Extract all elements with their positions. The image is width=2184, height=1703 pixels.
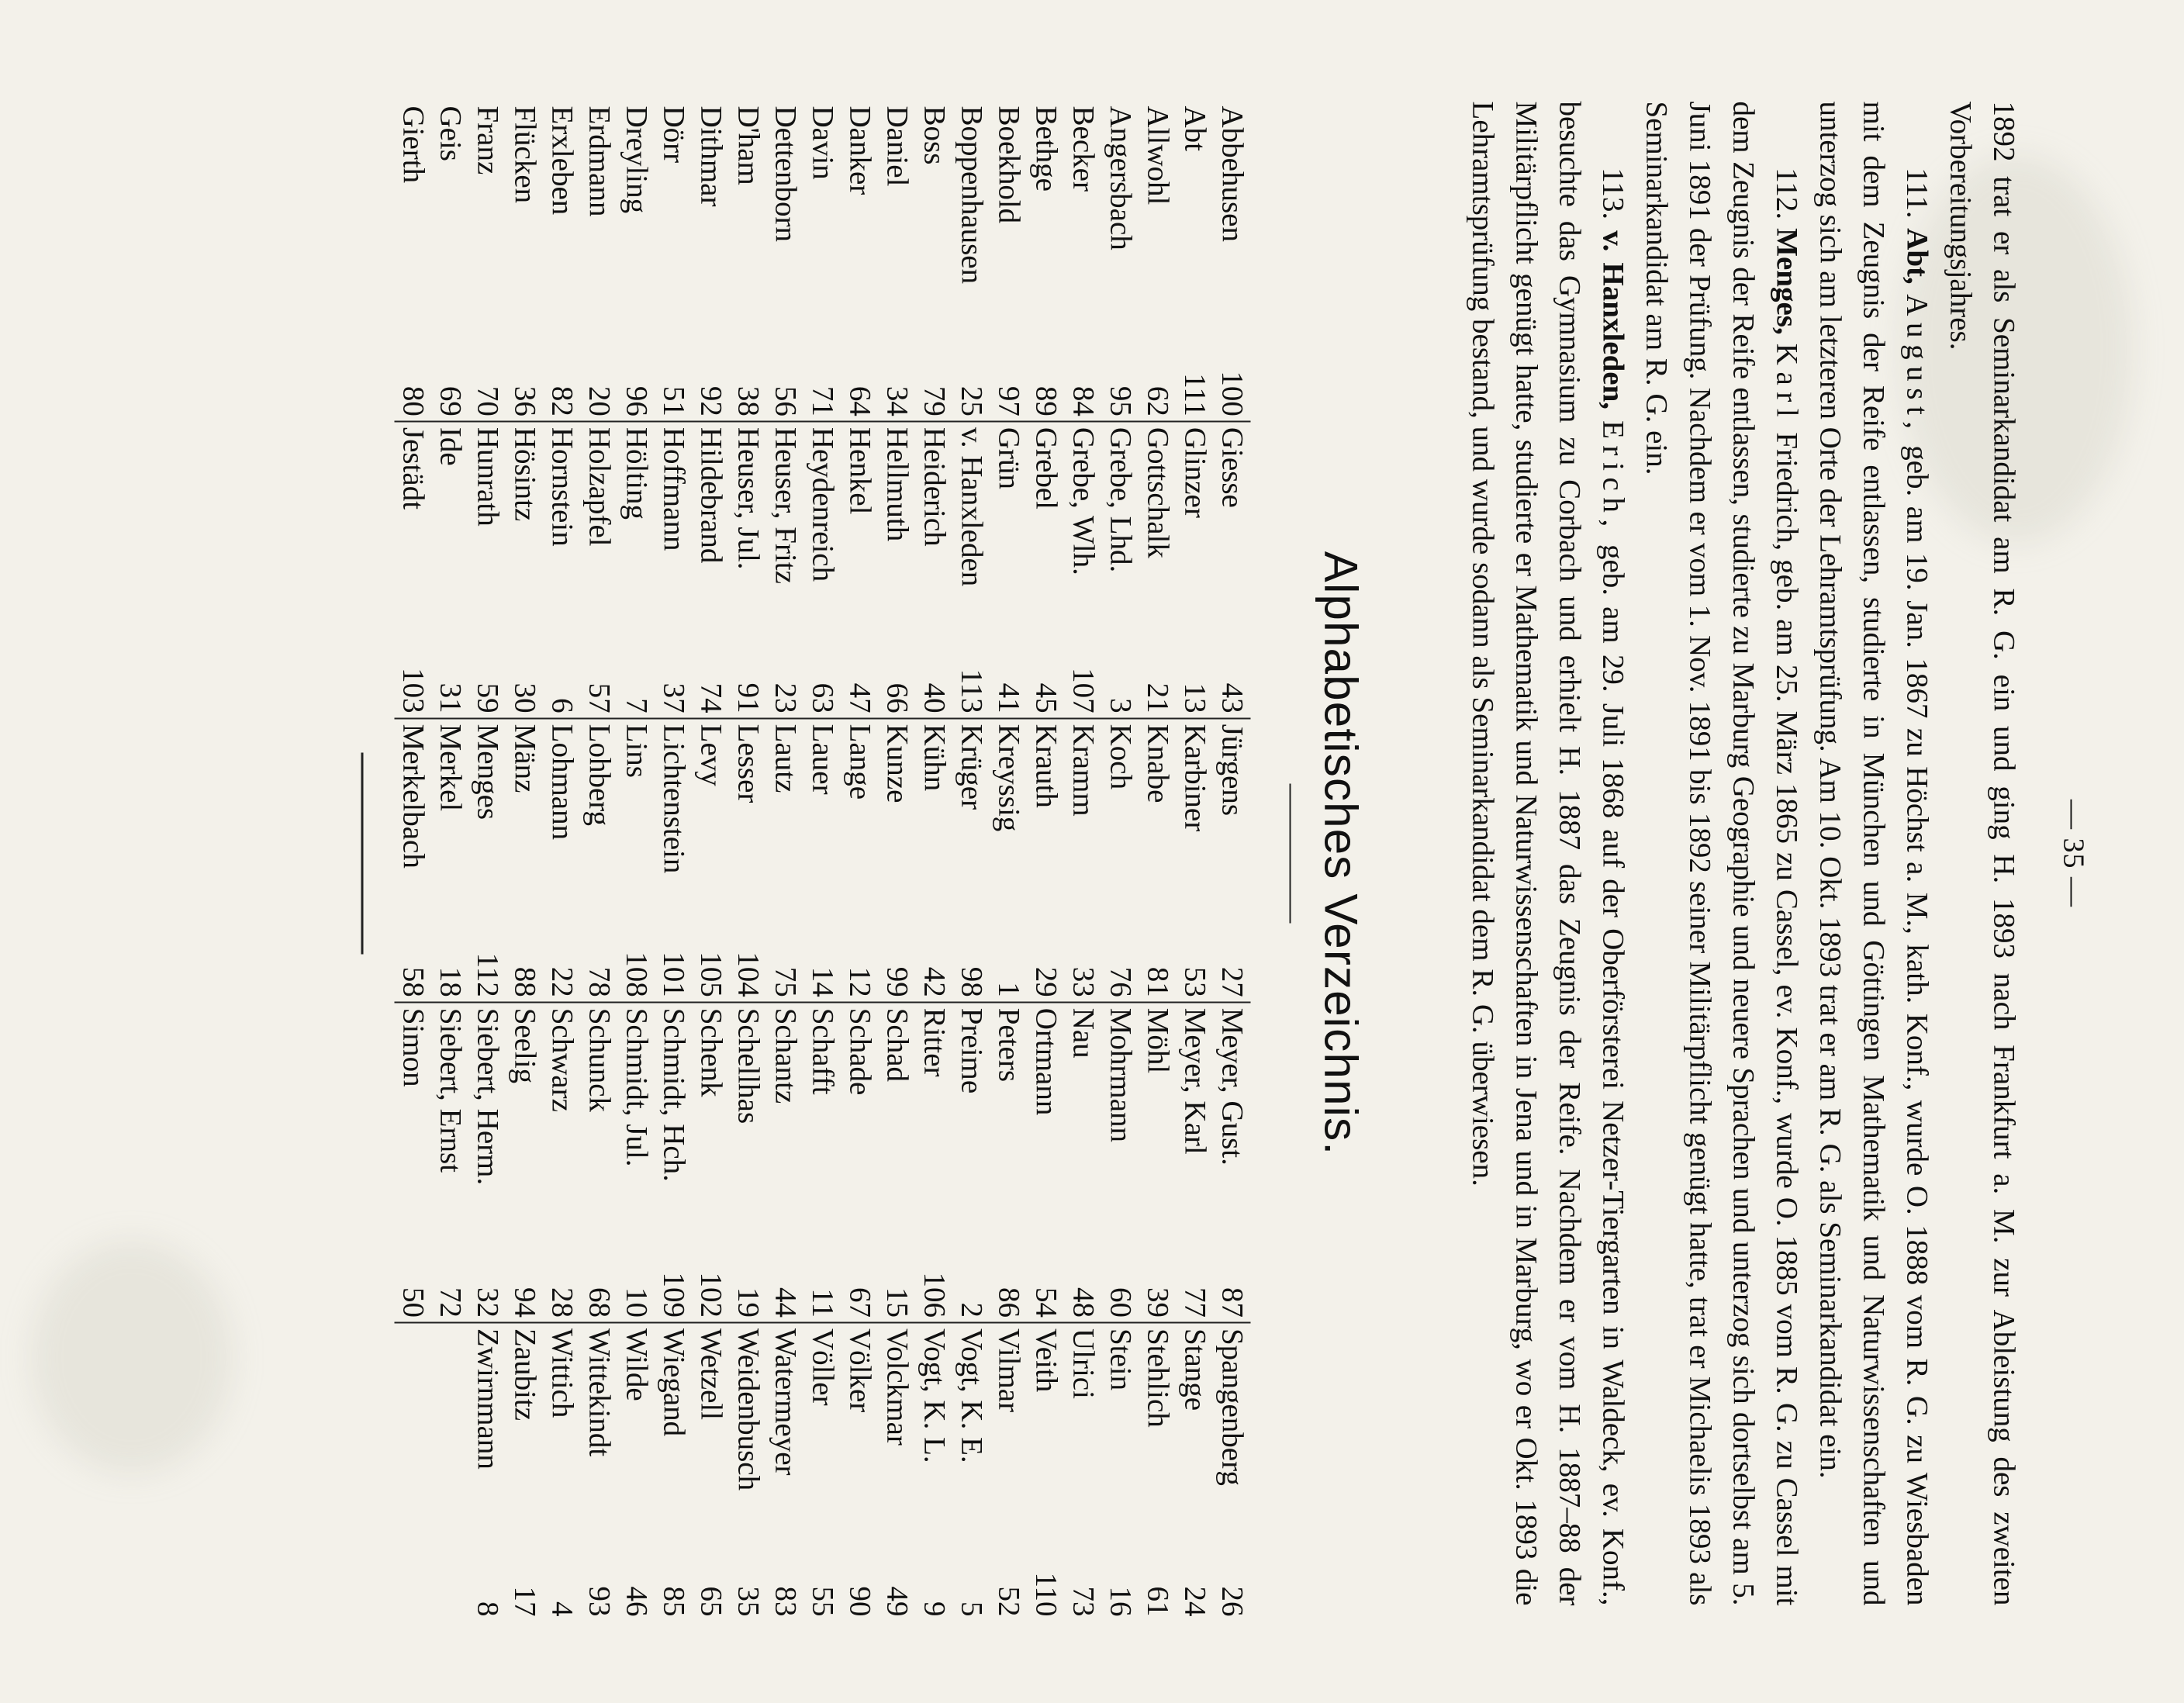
index-number: 24 <box>1178 1586 1212 1617</box>
entry-number: 111. <box>1900 168 1934 219</box>
entry-surname: Menges, <box>1770 228 1804 335</box>
index-name: Knabe <box>1139 719 1177 930</box>
index-number: 19 <box>731 1287 765 1318</box>
index-number: 82 <box>545 385 579 416</box>
index-name: Lauer <box>804 719 841 930</box>
index-number: 6 <box>545 698 579 713</box>
index-number: 38 <box>731 385 765 416</box>
index-name: Heydenreich <box>804 422 841 645</box>
page-number: — 35 — <box>2057 800 2090 907</box>
index-number: 77 <box>1178 1287 1212 1318</box>
index-name: Meyer, Gust. <box>1214 1003 1251 1250</box>
index-name: Schwarz <box>544 1003 581 1250</box>
index-row <box>841 102 879 1622</box>
index-number: 80 <box>396 385 430 416</box>
index-name: Boekhold <box>992 105 1026 224</box>
index-name: Schmidt, Jul. <box>618 1003 655 1250</box>
index-number: 44 <box>769 1287 803 1318</box>
index-name: Krauth <box>1028 719 1065 930</box>
index-name: D'ham <box>731 105 765 185</box>
index-number: 72 <box>434 1287 468 1318</box>
index-number: 27 <box>1215 966 1249 997</box>
index-number: 16 <box>1104 1586 1138 1617</box>
entry-number: 113. <box>1596 168 1630 220</box>
index-name: Möhl <box>1139 1003 1177 1250</box>
index-name: Flücken <box>508 105 542 204</box>
index-name: Watermeyer <box>767 1323 804 1550</box>
index-row <box>1102 102 1139 1622</box>
index-number: 13 <box>1178 682 1212 713</box>
index-number: 71 <box>806 385 840 416</box>
index-name: Lohmann <box>544 719 581 930</box>
index-number: 37 <box>657 682 691 713</box>
index-number: 48 <box>1066 1287 1101 1318</box>
index-name: Heiderich <box>916 422 953 645</box>
index-name: Hildebrand <box>693 422 730 645</box>
index-number: 91 <box>731 682 765 713</box>
index-row <box>693 102 730 1622</box>
index-number: 109 <box>657 1272 691 1318</box>
index-number: 105 <box>694 952 728 997</box>
entry-number: 112. <box>1770 168 1804 220</box>
index-name: Franz <box>471 105 505 175</box>
index-name: Allwohl <box>1141 105 1175 206</box>
index-name: Karbiner <box>1177 719 1214 930</box>
index-name: Wittich <box>544 1323 581 1550</box>
index-name: Wiegand <box>655 1323 693 1550</box>
index-name: Wilde <box>618 1323 655 1550</box>
index-row <box>767 102 804 1622</box>
index-number: 69 <box>434 385 468 416</box>
index-name: Lange <box>841 719 879 930</box>
index-number: 10 <box>620 1287 654 1318</box>
index-name <box>395 1323 432 1550</box>
index-name: Zaubitz <box>506 1323 544 1550</box>
index-name: Lohberg <box>581 719 618 930</box>
index-row <box>544 102 581 1622</box>
index-number: 8 <box>471 1601 505 1617</box>
index-number: 108 <box>620 952 654 997</box>
index-number: 90 <box>843 1586 877 1617</box>
index-number: 103 <box>396 668 430 713</box>
index-name: Grün <box>990 422 1028 645</box>
index-name: v. Hanxleden <box>953 422 990 645</box>
index-number: 45 <box>1029 682 1063 713</box>
index-number: 66 <box>880 682 914 713</box>
entry-113 <box>1461 102 1635 1606</box>
index-number: 50 <box>396 1287 430 1318</box>
index-number: 74 <box>694 682 728 713</box>
index-name: Abbehusen <box>1215 105 1249 242</box>
index-name: Hunrath <box>469 422 506 645</box>
index-name: Ide <box>432 422 469 645</box>
index-number: 98 <box>955 966 989 997</box>
entry-given-name: Erich, <box>1596 420 1630 534</box>
index-number: 36 <box>508 385 542 416</box>
index-number: 22 <box>545 966 579 997</box>
index-number: 49 <box>880 1586 914 1617</box>
index-name: Jestädt <box>395 422 432 645</box>
index-number: 30 <box>508 682 542 713</box>
index-name: Nau <box>1065 1003 1102 1250</box>
index-number: 56 <box>769 385 803 416</box>
index-row <box>618 102 655 1622</box>
index-number: 93 <box>582 1586 617 1617</box>
index-name: Jürgens <box>1214 719 1251 930</box>
index-name: Koch <box>1102 719 1139 930</box>
title-rule <box>1290 784 1291 924</box>
index-name: Menges <box>469 719 506 930</box>
index-number: 14 <box>806 966 840 997</box>
index-number <box>432 1550 469 1621</box>
entry-112 <box>1635 102 1809 1606</box>
index-number: 33 <box>1066 966 1101 997</box>
index-number: 52 <box>992 1586 1026 1617</box>
index-name: Zwirnmann <box>469 1323 506 1550</box>
index-number: 11 <box>806 1288 840 1318</box>
index-name: Glinzer <box>1177 422 1214 645</box>
index-name: Lesser <box>730 719 767 930</box>
index-name: Becker <box>1066 105 1101 192</box>
index-number: 107 <box>1066 668 1101 713</box>
index-name: Vogt, K. E. <box>953 1323 990 1550</box>
alphabetical-index <box>395 102 1251 1622</box>
index-row <box>1214 102 1251 1622</box>
index-number: 60 <box>1104 1287 1138 1318</box>
entry-text: Friedrich, geb. am 25. März 1865 zu Cassel, ev. Konf., wurde O. 1885 vom R. G. zu Cassel mit dem Zeugnis der Reife entlassen, studierte zu Marburg Geographie und neuere Sprachen und unterzog sich dortselbst am 5. Juni 1891 der Prüfung. Nachdem er vom 1. Nov. 1891 bis 1892 seiner Militärpflicht genügt hatte, trat er Michaelis 1893 als Seminarkandidat am R. G. ein. <box>1640 101 1804 1606</box>
index-number: 113 <box>955 668 989 713</box>
index-number: 86 <box>992 1287 1026 1318</box>
index-number: 47 <box>843 682 877 713</box>
index-number <box>395 1550 432 1621</box>
index-name: Kühn <box>916 719 953 930</box>
index-number: 81 <box>1141 966 1175 997</box>
index-row <box>953 102 990 1622</box>
index-row <box>506 102 544 1622</box>
index-name: Preime <box>953 1003 990 1250</box>
index-name: Lautz <box>767 719 804 930</box>
index-name: Völker <box>841 1323 879 1550</box>
index-name: Ortmann <box>1028 1003 1065 1250</box>
index-number: 97 <box>992 385 1026 416</box>
index-name: Bethge <box>1029 105 1063 192</box>
index-row <box>916 102 953 1622</box>
index-number: 95 <box>1104 385 1138 416</box>
entry-surname: Abt, <box>1900 228 1934 285</box>
index-name: Schade <box>841 1003 879 1250</box>
index-name: Stehlich <box>1139 1323 1177 1550</box>
index-number: 26 <box>1215 1586 1249 1617</box>
index-row <box>432 102 469 1622</box>
index-number: 29 <box>1029 966 1063 997</box>
index-name: Ulrici <box>1065 1323 1102 1550</box>
index-name: Weidenbusch <box>730 1323 767 1550</box>
index-number: 75 <box>769 966 803 997</box>
index-number: 78 <box>582 966 617 997</box>
index-number: 7 <box>620 698 654 713</box>
index-number: 2 <box>955 1302 989 1318</box>
index-row <box>1177 102 1214 1622</box>
entry-continuation: 1892 trat er als Seminarkandidat am R. G. ein und ging H. 1893 nach Frankfurt a. M. zur Ableistung des zweiten Vorbereitungsjahres. <box>1944 101 2021 1606</box>
index-number: 62 <box>1141 385 1175 416</box>
index-name: Boppenhausen <box>955 105 989 285</box>
index-name: Boss <box>917 105 952 165</box>
index-name: Abt <box>1178 105 1212 151</box>
index-number: 15 <box>880 1287 914 1318</box>
index-number: 112 <box>471 952 505 997</box>
entry-surname: v. Hanxleden, <box>1596 230 1630 410</box>
index-name: Heuser, Jul. <box>730 422 767 645</box>
index-row <box>581 102 618 1622</box>
index-number: 64 <box>843 385 877 416</box>
index-name: Daniel <box>880 105 914 187</box>
index-number: 76 <box>1104 966 1138 997</box>
index-name: Stange <box>1177 1323 1214 1550</box>
index-number: 25 <box>955 385 989 416</box>
index-name: Krüger <box>953 719 990 930</box>
index-row <box>655 102 693 1622</box>
index-name: Hösintz <box>506 422 544 645</box>
page-content <box>361 101 2091 1617</box>
index-number: 58 <box>396 966 430 997</box>
index-name: Siebert, Herm. <box>469 1003 506 1250</box>
entry-text: geb. am 29. Juli 1868 auf der Oberförsterei Netzer-Tiergarten in Waldeck, ev. Konf., besuchte das Gymnasium zu Corbach und erhielt H. 1887 das Zeugnis der Reife. Nachdem er vom H. 1887–88 der Militärpflicht genügt hatte, studierte er Mathematik und Naturwissenschaften in Jena und in Marburg, wo er Okt. 1893 die Lehramtsprüfung bestand, und wurde sodann als Seminarkandidat dem R. G. überwiesen. <box>1466 101 1630 1606</box>
index-name: Schenk <box>693 1003 730 1250</box>
index-name: Henkel <box>841 422 879 645</box>
index-name: Dreyling <box>620 105 654 214</box>
index-number: 21 <box>1141 682 1175 713</box>
index-name: Erdmann <box>582 105 617 217</box>
index-number: 89 <box>1029 385 1063 416</box>
index-name: Stein <box>1102 1323 1139 1550</box>
index-name: Hoffmann <box>655 422 693 645</box>
index-number: 9 <box>917 1601 952 1617</box>
index-name: Dettenborn <box>769 105 803 242</box>
index-row <box>1139 102 1177 1622</box>
index-number: 34 <box>880 385 914 416</box>
index-name: Kramm <box>1065 719 1102 930</box>
index-number: 32 <box>471 1287 505 1318</box>
index-name: Schunck <box>581 1003 618 1250</box>
index-number: 73 <box>1066 1586 1101 1617</box>
index-number: 63 <box>806 682 840 713</box>
index-number: 87 <box>1215 1287 1249 1318</box>
index-number: 39 <box>1141 1287 1175 1318</box>
document-page <box>0 1 2184 1703</box>
index-number: 70 <box>471 385 505 416</box>
index-name: Grebel <box>1028 422 1065 645</box>
index-name: Schmidt, Hch. <box>655 1003 693 1250</box>
index-name: Kreyssig <box>990 719 1028 930</box>
index-name: Seelig <box>506 1003 544 1250</box>
index-number: 65 <box>694 1586 728 1617</box>
index-number: 4 <box>545 1601 579 1617</box>
index-name: Hellmuth <box>879 422 916 645</box>
index-name: Giesse <box>1214 422 1251 645</box>
index-title: Alphabetisches Verzeichnis. <box>1315 551 1367 1156</box>
index-name: Angersbach <box>1104 105 1138 250</box>
index-number: 20 <box>582 385 617 416</box>
entry-text: geb. am 19. Jan. 1867 zu Höchst a. M., kath. Konf., wurde O. 1888 vom R. G. zu Wiesbaden mit dem Zeugnis der Reife entlassen, studierte in München und Göttingen Mathematik und Naturwissenschaften und unterzog sich am letzteren Orte der Lehramtsprüfung. Am 10. Okt. 1893 trat er am R. G. als Seminarkandidat ein. <box>1813 101 1934 1606</box>
index-row <box>1028 102 1065 1622</box>
index-number: 53 <box>1178 966 1212 997</box>
index-row <box>730 102 767 1622</box>
index-row <box>469 102 506 1622</box>
index-number: 61 <box>1141 1586 1175 1617</box>
index-name: Lins <box>618 719 655 930</box>
index-row <box>1065 102 1102 1622</box>
index-name: Dörr <box>657 105 691 164</box>
index-number: 99 <box>880 966 914 997</box>
index-name: Levy <box>693 719 730 930</box>
index-number: 57 <box>582 682 617 713</box>
index-name: Geis <box>434 105 468 161</box>
index-row <box>804 102 841 1622</box>
index-name: Volckmar <box>879 1323 916 1550</box>
index-name: Holzapfel <box>581 422 618 645</box>
index-name: Siebert, Ernst <box>432 1003 469 1250</box>
index-number: 46 <box>620 1586 654 1617</box>
index-number: 110 <box>1029 1572 1063 1617</box>
index-name: Simon <box>395 1003 432 1250</box>
index-number: 41 <box>992 682 1026 713</box>
index-name: Schafft <box>804 1003 841 1250</box>
index-number: 35 <box>731 1586 765 1617</box>
index-number: 106 <box>917 1272 952 1318</box>
entry-given-name: Karl <box>1770 343 1804 424</box>
index-number: 51 <box>657 385 691 416</box>
index-number: 5 <box>955 1601 989 1617</box>
index-number: 12 <box>843 966 877 997</box>
index-number: 59 <box>471 682 505 713</box>
index-name: Wittekindt <box>581 1323 618 1550</box>
index-number: 18 <box>434 966 468 997</box>
index-name: Peters <box>990 1003 1028 1250</box>
index-name: Heuser, Fritz <box>767 422 804 645</box>
index-name: Merkelbach <box>395 719 432 930</box>
index-number: 96 <box>620 385 654 416</box>
index-name: Mänz <box>506 719 544 930</box>
index-name: Hornstein <box>544 422 581 645</box>
index-number: 102 <box>694 1272 728 1318</box>
index-number: 42 <box>917 966 952 997</box>
index-number: 111 <box>1178 373 1212 416</box>
index-name: Meyer, Karl <box>1177 1003 1214 1250</box>
index-name <box>432 1323 469 1550</box>
index-name: Lichtenstein <box>655 719 693 930</box>
index-row <box>395 102 432 1622</box>
index-name: Völler <box>804 1323 841 1550</box>
index-body <box>395 102 1251 1622</box>
index-name: Vilmar <box>990 1323 1028 1550</box>
index-number: 31 <box>434 682 468 713</box>
index-row <box>879 102 916 1622</box>
index-name: Schad <box>879 1003 916 1250</box>
index-name: Grebe, Wlh. <box>1065 422 1102 645</box>
index-number: 101 <box>657 952 691 997</box>
index-number: 79 <box>917 385 952 416</box>
index-number: 67 <box>843 1287 877 1318</box>
index-name: Schantz <box>767 1003 804 1250</box>
index-number: 1 <box>992 982 1026 997</box>
index-name: Mohrmann <box>1102 1003 1139 1250</box>
index-name: Merkel <box>432 719 469 930</box>
index-name: Schellhas <box>730 1003 767 1250</box>
index-name: Spangenberg <box>1214 1323 1251 1550</box>
index-name: Kunze <box>879 719 916 930</box>
index-name: Ritter <box>916 1003 953 1250</box>
index-name: Danker <box>843 105 877 195</box>
index-number: 83 <box>769 1586 803 1617</box>
index-number: 94 <box>508 1287 542 1318</box>
index-name: Grebe, Lhd. <box>1102 422 1139 645</box>
index-number: 88 <box>508 966 542 997</box>
index-number: 17 <box>508 1586 542 1617</box>
index-number: 68 <box>582 1287 617 1318</box>
index-name: Vogt, K. L. <box>916 1323 953 1550</box>
index-number: 28 <box>545 1287 579 1318</box>
index-name: Erxleben <box>545 105 579 216</box>
index-row <box>990 102 1028 1622</box>
index-name: Veith <box>1028 1323 1065 1550</box>
index-name: Hölting <box>618 422 655 645</box>
index-number: 54 <box>1029 1287 1063 1318</box>
entry-given-name: August, <box>1900 294 1934 436</box>
closing-rule <box>361 753 364 955</box>
index-number: 40 <box>917 682 952 713</box>
index-number: 104 <box>731 952 765 997</box>
index-number: 100 <box>1215 371 1249 416</box>
entry-111 <box>1809 102 1939 1606</box>
index-name: Davin <box>806 105 840 180</box>
index-number: 84 <box>1066 385 1101 416</box>
index-name: Dithmar <box>694 105 728 207</box>
index-name: Wetzell <box>693 1323 730 1550</box>
index-name: Gottschalk <box>1139 422 1177 645</box>
index-number: 23 <box>769 682 803 713</box>
index-name: Gierth <box>396 105 430 184</box>
index-number: 3 <box>1104 698 1138 713</box>
index-number: 43 <box>1215 682 1249 713</box>
index-number: 92 <box>694 385 728 416</box>
index-number: 55 <box>806 1586 840 1617</box>
index-number: 85 <box>657 1586 691 1617</box>
